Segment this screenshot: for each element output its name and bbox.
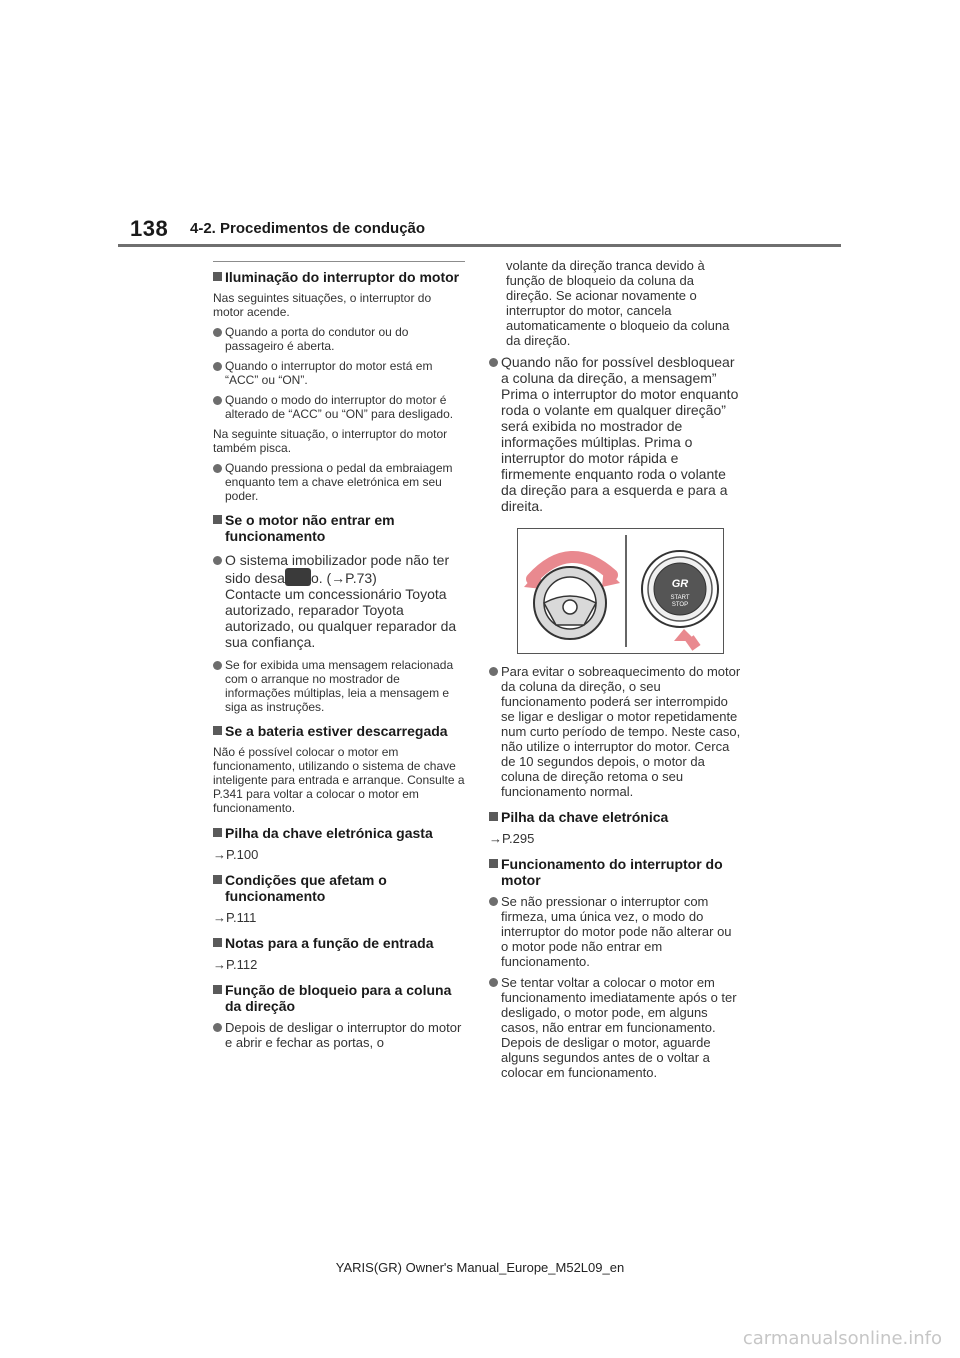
footer-text: YARIS(GR) Owner's Manual_Europe_M52L09_en <box>335 1260 625 1275</box>
bullet-dot-icon <box>213 396 222 405</box>
heading-key-battery-2 <box>489 809 741 825</box>
bullet-text: Para evitar o sobreaquecimento do motor da coluna da direção, o seu funcionamento poderá ser interrompido se ligar e desligar o motor repetidamente num curto período de tempo. Neste caso, não utilize o interruptor do motor. Cerca de 10 segundos depois, o motor da coluna de direção retoma o seu funcionamento normal. <box>501 664 741 799</box>
bullet-item <box>489 664 741 799</box>
bullet-item <box>213 461 465 503</box>
page-reference[interactable]: →P.295 <box>489 831 535 846</box>
bullet-item <box>213 325 465 353</box>
bullet-text: Quando o interruptor do motor está em “ACC” ou “ON”. <box>225 359 433 387</box>
heading-square-icon <box>489 859 498 868</box>
bullet-text: Quando pressiona o pedal da embraiagem enquanto tem a chave eletrónica em seu poder. <box>225 461 453 503</box>
bullet-item <box>213 658 465 714</box>
heading-steering-lock <box>213 982 465 1014</box>
heading-square-icon <box>213 985 222 994</box>
paragraph: Nas seguintes situações, o interruptor do motor acende. <box>213 291 432 319</box>
steering-illustration <box>518 529 723 653</box>
paragraph: Na seguinte situação, o interruptor do motor também pisca. <box>213 427 448 455</box>
bullet-dot-icon <box>489 667 498 676</box>
bullet-dot-icon <box>489 978 498 987</box>
heading-square-icon <box>213 828 222 837</box>
left-column <box>213 258 465 1050</box>
bullet-item <box>213 359 465 387</box>
bullet-dot-icon <box>213 464 222 473</box>
heading-text: Pilha da chave eletrónica gasta <box>225 825 433 841</box>
page-reference[interactable]: →P.112 <box>213 957 258 972</box>
bullet-dot-icon <box>213 556 222 565</box>
heading-square-icon <box>213 938 222 947</box>
heading-text: Funcionamento do interruptor do motor <box>501 856 723 888</box>
heading-text: Se o motor não entrar em funcionamento <box>225 512 395 544</box>
heading-square-icon <box>213 272 222 281</box>
heading-text: Se a bateria estiver descarregada <box>225 723 448 739</box>
bullet-dot-icon <box>489 358 498 367</box>
heading-text: Iluminação do interruptor do motor <box>225 269 460 285</box>
bullet-text: Contacte um concessionário Toyota autorizado, reparador Toyota autorizado, ou qualquer reparador da sua confiança. <box>225 586 457 650</box>
page-reference: o. (→P.73) <box>310 570 377 586</box>
paragraph: Não é possível colocar o motor em funcionamento, utilizando o sistema de chave inteligente para entrada e arranque. Consulte a P.341 para voltar a colocar o motor em funcionamento. <box>213 745 465 815</box>
bullet-dot-icon <box>213 661 222 670</box>
heading-illumination <box>213 269 465 285</box>
heading-battery <box>213 723 465 739</box>
bullet-dot-icon <box>213 362 222 371</box>
heading-text: Pilha da chave eletrónica <box>501 809 669 825</box>
watermark: carmanualsonline.info <box>742 1328 942 1349</box>
heading-text: Função de bloqueio para a coluna da direção <box>225 982 452 1014</box>
start-label: START <box>670 595 690 601</box>
page-reference[interactable]: →P.100 <box>213 847 259 862</box>
heading-square-icon <box>489 812 498 821</box>
bullet-text: Depois de desligar o interruptor do motor e abrir e fechar as portas, o <box>225 1020 462 1050</box>
bullet-text: Se tentar voltar a colocar o motor em funcionamento imediatamente após o ter desligado, o motor pode, em alguns casos, não entrar em funcionamento. Depois de desligar o motor, aguarde alguns segundos antes de o voltar a colocar em funcionamento. <box>501 975 737 1080</box>
bullet-text: Quando não for possível desbloquear a coluna da direção, a mensagem” Prima o interruptor do motor enquanto roda o volante em qualquer direção” será exibida no mostrador de informações múltiplas. Prima o interruptor do motor rápida e firmemente enquanto roda o volante da direção para a esquerda e para a direita. <box>501 354 739 514</box>
heading-switch-operation <box>489 856 741 888</box>
bullet-item <box>213 393 465 421</box>
bullet-dot-icon <box>489 897 498 906</box>
page-number: 138 <box>130 216 169 241</box>
header-rule <box>118 244 841 247</box>
heading-conditions <box>213 872 465 904</box>
bullet-item <box>213 552 465 650</box>
stop-label: STOP <box>671 602 689 608</box>
right-column <box>489 258 741 1080</box>
heading-no-start <box>213 512 465 544</box>
bullet-item <box>489 354 741 514</box>
immobilizer-icon <box>285 568 311 586</box>
page-reference[interactable]: →P.111 <box>213 910 257 925</box>
section-title: 4-2. Procedimentos de condução <box>190 220 426 237</box>
column-top-rule <box>213 261 465 262</box>
steering-figure <box>517 528 724 654</box>
bullet-text: Se for exibida uma mensagem relacionada com o arranque no mostrador de informações múltiplas, leia a mensagem e siga as instruções. <box>225 658 454 714</box>
bullet-text: Quando o modo do interruptor do motor é alterado de “ACC” ou “ON” para desligado. <box>225 393 454 421</box>
bullet-item <box>489 975 741 1080</box>
heading-text: Notas para a função de entrada <box>225 935 434 951</box>
bullet-item <box>489 894 741 969</box>
bullet-dot-icon <box>213 328 222 337</box>
heading-square-icon <box>213 515 222 524</box>
heading-square-icon <box>213 875 222 884</box>
bullet-text: O sistema imobilizador pode não ter sido desa <box>225 552 450 586</box>
heading-square-icon <box>213 726 222 735</box>
bullet-item <box>213 1020 465 1050</box>
continued-text: volante da direção tranca devido à função de bloqueio da coluna da direção. Se acionar novamente o interruptor do motor, cancela automaticamente o bloqueio da coluna da direção. <box>506 258 730 348</box>
heading-key-battery <box>213 825 465 841</box>
bullet-dot-icon <box>213 1023 222 1032</box>
bullet-text: Quando a porta do condutor ou do passageiro é aberta. <box>225 325 409 353</box>
heading-text: Condições que afetam o funcionamento <box>225 872 387 904</box>
gr-logo: GR <box>671 578 689 590</box>
bullet-text: Se não pressionar o interruptor com firmeza, uma única vez, o modo do interruptor do motor pode não alterar ou o motor pode não entrar em funcionamento. <box>501 894 732 969</box>
heading-entry <box>213 935 465 951</box>
